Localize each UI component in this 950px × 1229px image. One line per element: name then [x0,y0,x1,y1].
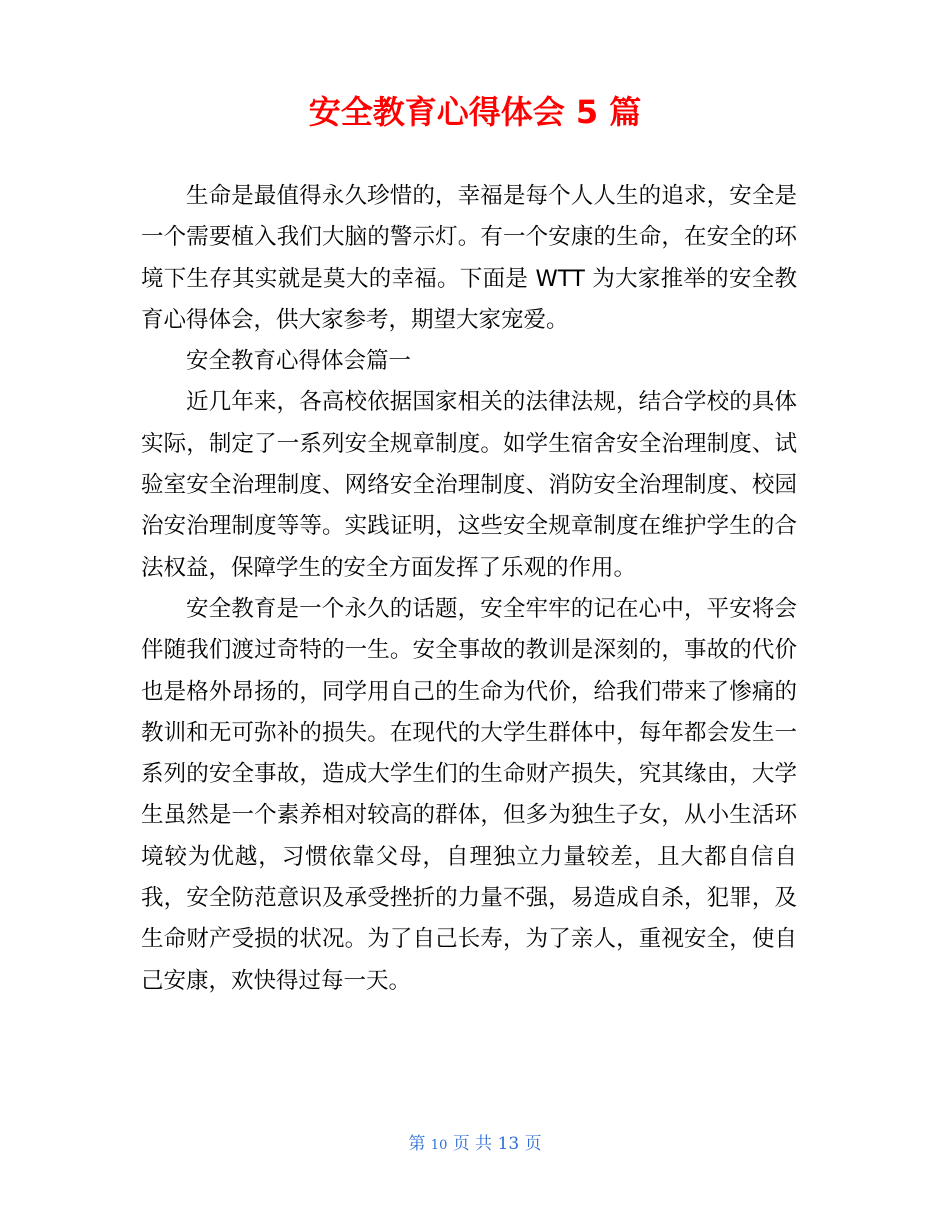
footer-prefix: 第 [408,1134,431,1154]
body-paragraph: 近几年来，各高校依据国家相关的法律法规，结合学校的具体实际，制定了一系列安全规章制度。如学生宿舍安全治理制度、试验室安全治理制度、网络安全治理制度、消防安全治理制度、校园治安治理制度等等。实践证明，这些安全规章制度在维护学生的合法权益，保障学生的安全方面发挥了乐观的作用。 [141,389,797,581]
current-page-number: 10 [430,1138,448,1153]
document-body [141,176,797,1002]
footer-suffix: 页 [519,1134,542,1154]
document-title: 安全教育心得体会 5 篇 [308,93,642,131]
intro-paragraph: 生命是最值得永久珍惜的，幸福是每个人人生的追求，安全是一个需要植入我们大脑的警示灯。有一个安康的生命，在安全的环境下生存其实就是莫大的幸福。下面是 WTT 为大家推举的安全教育心得体会，供大家参考，期望大家宠爱。 [141,183,797,333]
footer-middle: 页 共 [447,1134,498,1154]
body-paragraph: 安全教育是一个永久的话题，安全牢牢的记在心中，平安将会伴随我们渡过奇特的一生。安全事故的教训是深刻的，事故的代价也是格外昂扬的，同学用自己的生命为代价，给我们带来了惨痛的教训和无可弥补的损失。在现代的大学生群体中，每年都会发生一系列的安全事故，造成大学生们的生命财产损失，究其缘由，大学生虽然是一个素养相对较高的群体，但多为独生子女，从小生活环境较为优越，习惯依靠父母，自理独立力量较差，且大都自信自我，安全防范意识及承受挫折的力量不强，易造成自杀，犯罪，及生命财产受损的状况。为了自己长寿，为了亲人，重视安全，使自己安康，欢快得过每一天。 [141,595,797,994]
section-heading: 安全教育心得体会篇一 [186,348,412,375]
page-footer [0,1132,950,1158]
total-pages-number: 13 [497,1134,520,1154]
